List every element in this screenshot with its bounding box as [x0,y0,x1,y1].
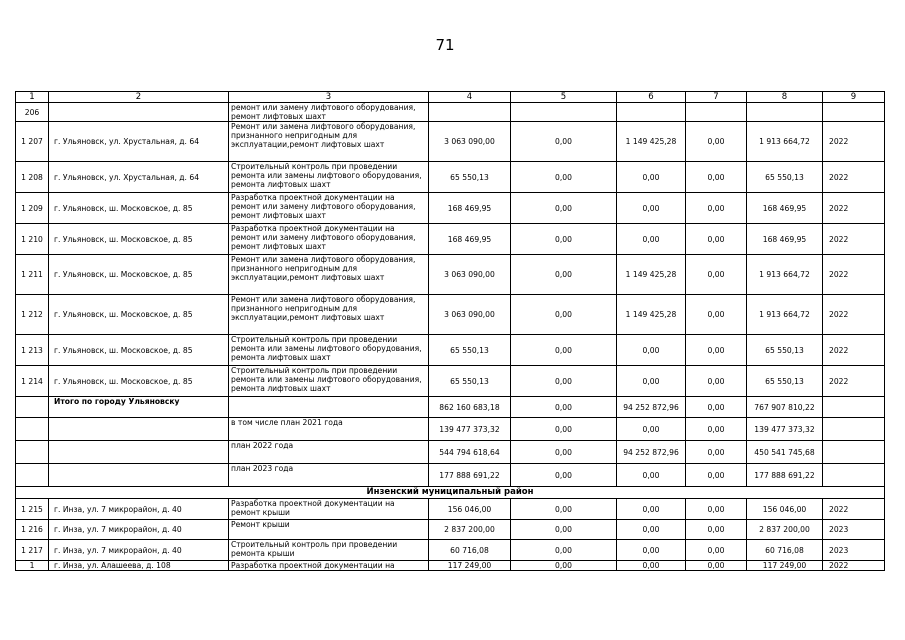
address-cell: г. Ульяновск, ш. Московское, д. 85 [49,255,229,295]
row-number: 1 [16,561,49,571]
row-number: 1 208 [16,162,49,193]
address-cell: г. Инза, ул. 7 микрорайон, д. 40 [49,499,229,520]
plan-2022-c6: 94 252 872,96 [617,441,686,464]
plan-2022-c5: 0,00 [511,441,617,464]
table-row [16,520,885,540]
header-cell: 9 [823,92,885,103]
header-cell: 7 [686,92,747,103]
empty-cell [16,397,49,418]
table-row [16,366,885,397]
cost-col6: 0,00 [617,224,686,255]
cost-total: 60 716,08 [429,540,511,561]
cost-col5: 0,00 [511,193,617,224]
section-title: Инзенский муниципальный район [16,487,885,499]
year-cell: 2022 [823,122,885,162]
value-cell [511,103,617,122]
year-cell: 2022 [823,561,885,571]
plan-2021-c8: 139 477 373,32 [747,418,823,441]
row-number: 1 216 [16,520,49,540]
year-cell: 2022 [823,193,885,224]
cost-col6: 1 149 425,28 [617,255,686,295]
cost-col8: 168 469,95 [747,224,823,255]
table-row [16,561,885,571]
header-cell: 2 [49,92,229,103]
empty-cell [16,441,49,464]
header-cell: 3 [229,92,429,103]
work-description: Ремонт или замена лифтового оборудования, признанного непригодным для эксплуатации,ремонт лифтовых шахт [229,295,429,335]
row-number: 206 [16,103,49,122]
header-cell: 1 [16,92,49,103]
plan-2021-row [16,418,885,441]
header-cell: 4 [429,92,511,103]
address-cell: г. Инза, ул. 7 микрорайон, д. 40 [49,520,229,540]
cost-col8: 65 550,13 [747,335,823,366]
cost-col7: 0,00 [686,193,747,224]
cost-col5: 0,00 [511,224,617,255]
cost-col5: 0,00 [511,255,617,295]
cost-col7: 0,00 [686,540,747,561]
cost-col8: 1 913 664,72 [747,255,823,295]
plan-2021-c4: 139 477 373,32 [429,418,511,441]
address-cell: г. Ульяновск, ш. Московское, д. 85 [49,295,229,335]
row-number: 1 217 [16,540,49,561]
plan-2021-c6: 0,00 [617,418,686,441]
cost-total: 65 550,13 [429,335,511,366]
work-description: Разработка проектной документации на ремонт или замену лифтового оборудования, ремонт лифтовых шахт [229,193,429,224]
empty-cell [229,397,429,418]
work-description: Строительный контроль при проведении ремонта крыши [229,540,429,561]
cost-total: 3 063 090,00 [429,122,511,162]
cost-col8: 168 469,95 [747,193,823,224]
plan-2021-label: в том числе план 2021 года [229,418,429,441]
cost-col7: 0,00 [686,335,747,366]
cost-total: 168 469,95 [429,193,511,224]
row-number: 1 209 [16,193,49,224]
header-cell: 6 [617,92,686,103]
cost-col7: 0,00 [686,224,747,255]
row-number: 1 210 [16,224,49,255]
cost-col7: 0,00 [686,499,747,520]
cost-col5: 0,00 [511,295,617,335]
cost-col7: 0,00 [686,561,747,571]
address-cell: г. Ульяновск, ш. Московское, д. 85 [49,224,229,255]
header-row [16,92,885,103]
cost-col8: 2 837 200,00 [747,520,823,540]
cost-total: 168 469,95 [429,224,511,255]
plan-2023-row [16,464,885,487]
address-cell: г. Ульяновск, ул. Хрустальная, д. 64 [49,122,229,162]
plan-2022-c8: 450 541 745,68 [747,441,823,464]
cost-col6: 0,00 [617,335,686,366]
cost-col6: 0,00 [617,499,686,520]
total-c7: 0,00 [686,397,747,418]
total-c6: 94 252 872,96 [617,397,686,418]
empty-cell [16,418,49,441]
cost-col6: 0,00 [617,540,686,561]
address-cell: г. Инза, ул. Алашеева, д. 108 [49,561,229,571]
work-description: Ремонт крыши [229,520,429,540]
work-description: Строительный контроль при проведении ремонта или замены лифтового оборудования, ремонта лифтовых шахт [229,335,429,366]
plan-2021-c7: 0,00 [686,418,747,441]
empty-cell [49,441,229,464]
cost-col5: 0,00 [511,366,617,397]
cost-col5: 0,00 [511,335,617,366]
cost-col6: 1 149 425,28 [617,122,686,162]
cost-total: 156 046,00 [429,499,511,520]
total-c8: 767 907 810,22 [747,397,823,418]
plan-2021-c5: 0,00 [511,418,617,441]
cost-total: 117 249,00 [429,561,511,571]
plan-2023-c6: 0,00 [617,464,686,487]
work-description: Разработка проектной документации на ремонт крыши [229,499,429,520]
empty-cell [49,418,229,441]
plan-2023-c5: 0,00 [511,464,617,487]
page-number: 71 [435,36,455,54]
plan-2022-row [16,441,885,464]
table-row [16,193,885,224]
work-description: Строительный контроль при проведении ремонта или замены лифтового оборудования, ремонта лифтовых шахт [229,366,429,397]
cost-total: 3 063 090,00 [429,295,511,335]
cost-col6: 1 149 425,28 [617,295,686,335]
plan-2022-c4: 544 794 618,64 [429,441,511,464]
cost-col8: 1 913 664,72 [747,295,823,335]
table-row [16,335,885,366]
cost-col5: 0,00 [511,561,617,571]
cost-col6: 0,00 [617,561,686,571]
cost-col8: 117 249,00 [747,561,823,571]
address-cell [49,103,229,122]
row-number: 1 213 [16,335,49,366]
cost-total: 65 550,13 [429,162,511,193]
empty-cell [823,418,885,441]
address-cell: г. Ульяновск, ш. Московское, д. 85 [49,366,229,397]
cost-col7: 0,00 [686,162,747,193]
cost-col5: 0,00 [511,162,617,193]
empty-cell [823,441,885,464]
program-table [15,91,885,571]
plan-2023-c8: 177 888 691,22 [747,464,823,487]
year-cell: 2022 [823,295,885,335]
cost-col7: 0,00 [686,255,747,295]
cost-col5: 0,00 [511,540,617,561]
cost-col8: 65 550,13 [747,162,823,193]
empty-cell [16,464,49,487]
plan-2023-label: план 2023 года [229,464,429,487]
value-cell [686,103,747,122]
year-cell: 2022 [823,255,885,295]
work-description: Ремонт или замена лифтового оборудования, признанного непригодным для эксплуатации,ремонт лифтовых шахт [229,255,429,295]
plan-2022-label: план 2022 года [229,441,429,464]
address-cell: г. Инза, ул. 7 микрорайон, д. 40 [49,540,229,561]
table-row [16,295,885,335]
address-cell: г. Ульяновск, ш. Московское, д. 85 [49,335,229,366]
value-cell [429,103,511,122]
empty-cell [823,464,885,487]
year-cell: 2023 [823,540,885,561]
cost-col6: 0,00 [617,162,686,193]
total-title: Итого по городу Ульяновску [49,397,229,418]
cost-col8: 60 716,08 [747,540,823,561]
cost-col8: 1 913 664,72 [747,122,823,162]
year-cell: 2022 [823,335,885,366]
table-row [16,255,885,295]
total-c5: 0,00 [511,397,617,418]
cost-col6: 0,00 [617,193,686,224]
cost-col7: 0,00 [686,122,747,162]
cost-col7: 0,00 [686,366,747,397]
cost-col7: 0,00 [686,295,747,335]
row-number: 1 207 [16,122,49,162]
table-row [16,499,885,520]
address-cell: г. Ульяновск, ул. Хрустальная, д. 64 [49,162,229,193]
cost-col8: 156 046,00 [747,499,823,520]
row-number: 1 214 [16,366,49,397]
value-cell [823,103,885,122]
value-cell [747,103,823,122]
year-cell: 2022 [823,366,885,397]
address-cell: г. Ульяновск, ш. Московское, д. 85 [49,193,229,224]
work-description: ремонт или замену лифтового оборудования, ремонт лифтовых шахт [229,103,429,122]
cost-col8: 65 550,13 [747,366,823,397]
empty-cell [823,397,885,418]
cost-col5: 0,00 [511,122,617,162]
table-row [16,122,885,162]
work-description: Ремонт или замена лифтового оборудования, признанного непригодным для эксплуатации,ремонт лифтовых шахт [229,122,429,162]
header-cell: 5 [511,92,617,103]
row-number: 1 211 [16,255,49,295]
year-cell: 2022 [823,224,885,255]
cost-col5: 0,00 [511,499,617,520]
cost-col7: 0,00 [686,520,747,540]
table-row [16,540,885,561]
work-description: Строительный контроль при проведении ремонта или замены лифтового оборудования, ремонта лифтовых шахт [229,162,429,193]
total-row [16,397,885,418]
table-row [16,162,885,193]
header-cell: 8 [747,92,823,103]
row-number: 1 212 [16,295,49,335]
section-row [16,487,885,499]
plan-2023-c7: 0,00 [686,464,747,487]
work-description: Разработка проектной документации на [229,561,429,571]
empty-cell [49,464,229,487]
year-cell: 2022 [823,499,885,520]
table-row [16,224,885,255]
plan-2022-c7: 0,00 [686,441,747,464]
row-number: 1 215 [16,499,49,520]
value-cell [617,103,686,122]
cost-col6: 0,00 [617,520,686,540]
cost-total: 65 550,13 [429,366,511,397]
year-cell: 2023 [823,520,885,540]
year-cell: 2022 [823,162,885,193]
cost-col6: 0,00 [617,366,686,397]
cost-col5: 0,00 [511,520,617,540]
table-row [16,103,885,122]
work-description: Разработка проектной документации на ремонт или замену лифтового оборудования, ремонт лифтовых шахт [229,224,429,255]
plan-2023-c4: 177 888 691,22 [429,464,511,487]
cost-total: 3 063 090,00 [429,255,511,295]
cost-total: 2 837 200,00 [429,520,511,540]
total-c4: 862 160 683,18 [429,397,511,418]
